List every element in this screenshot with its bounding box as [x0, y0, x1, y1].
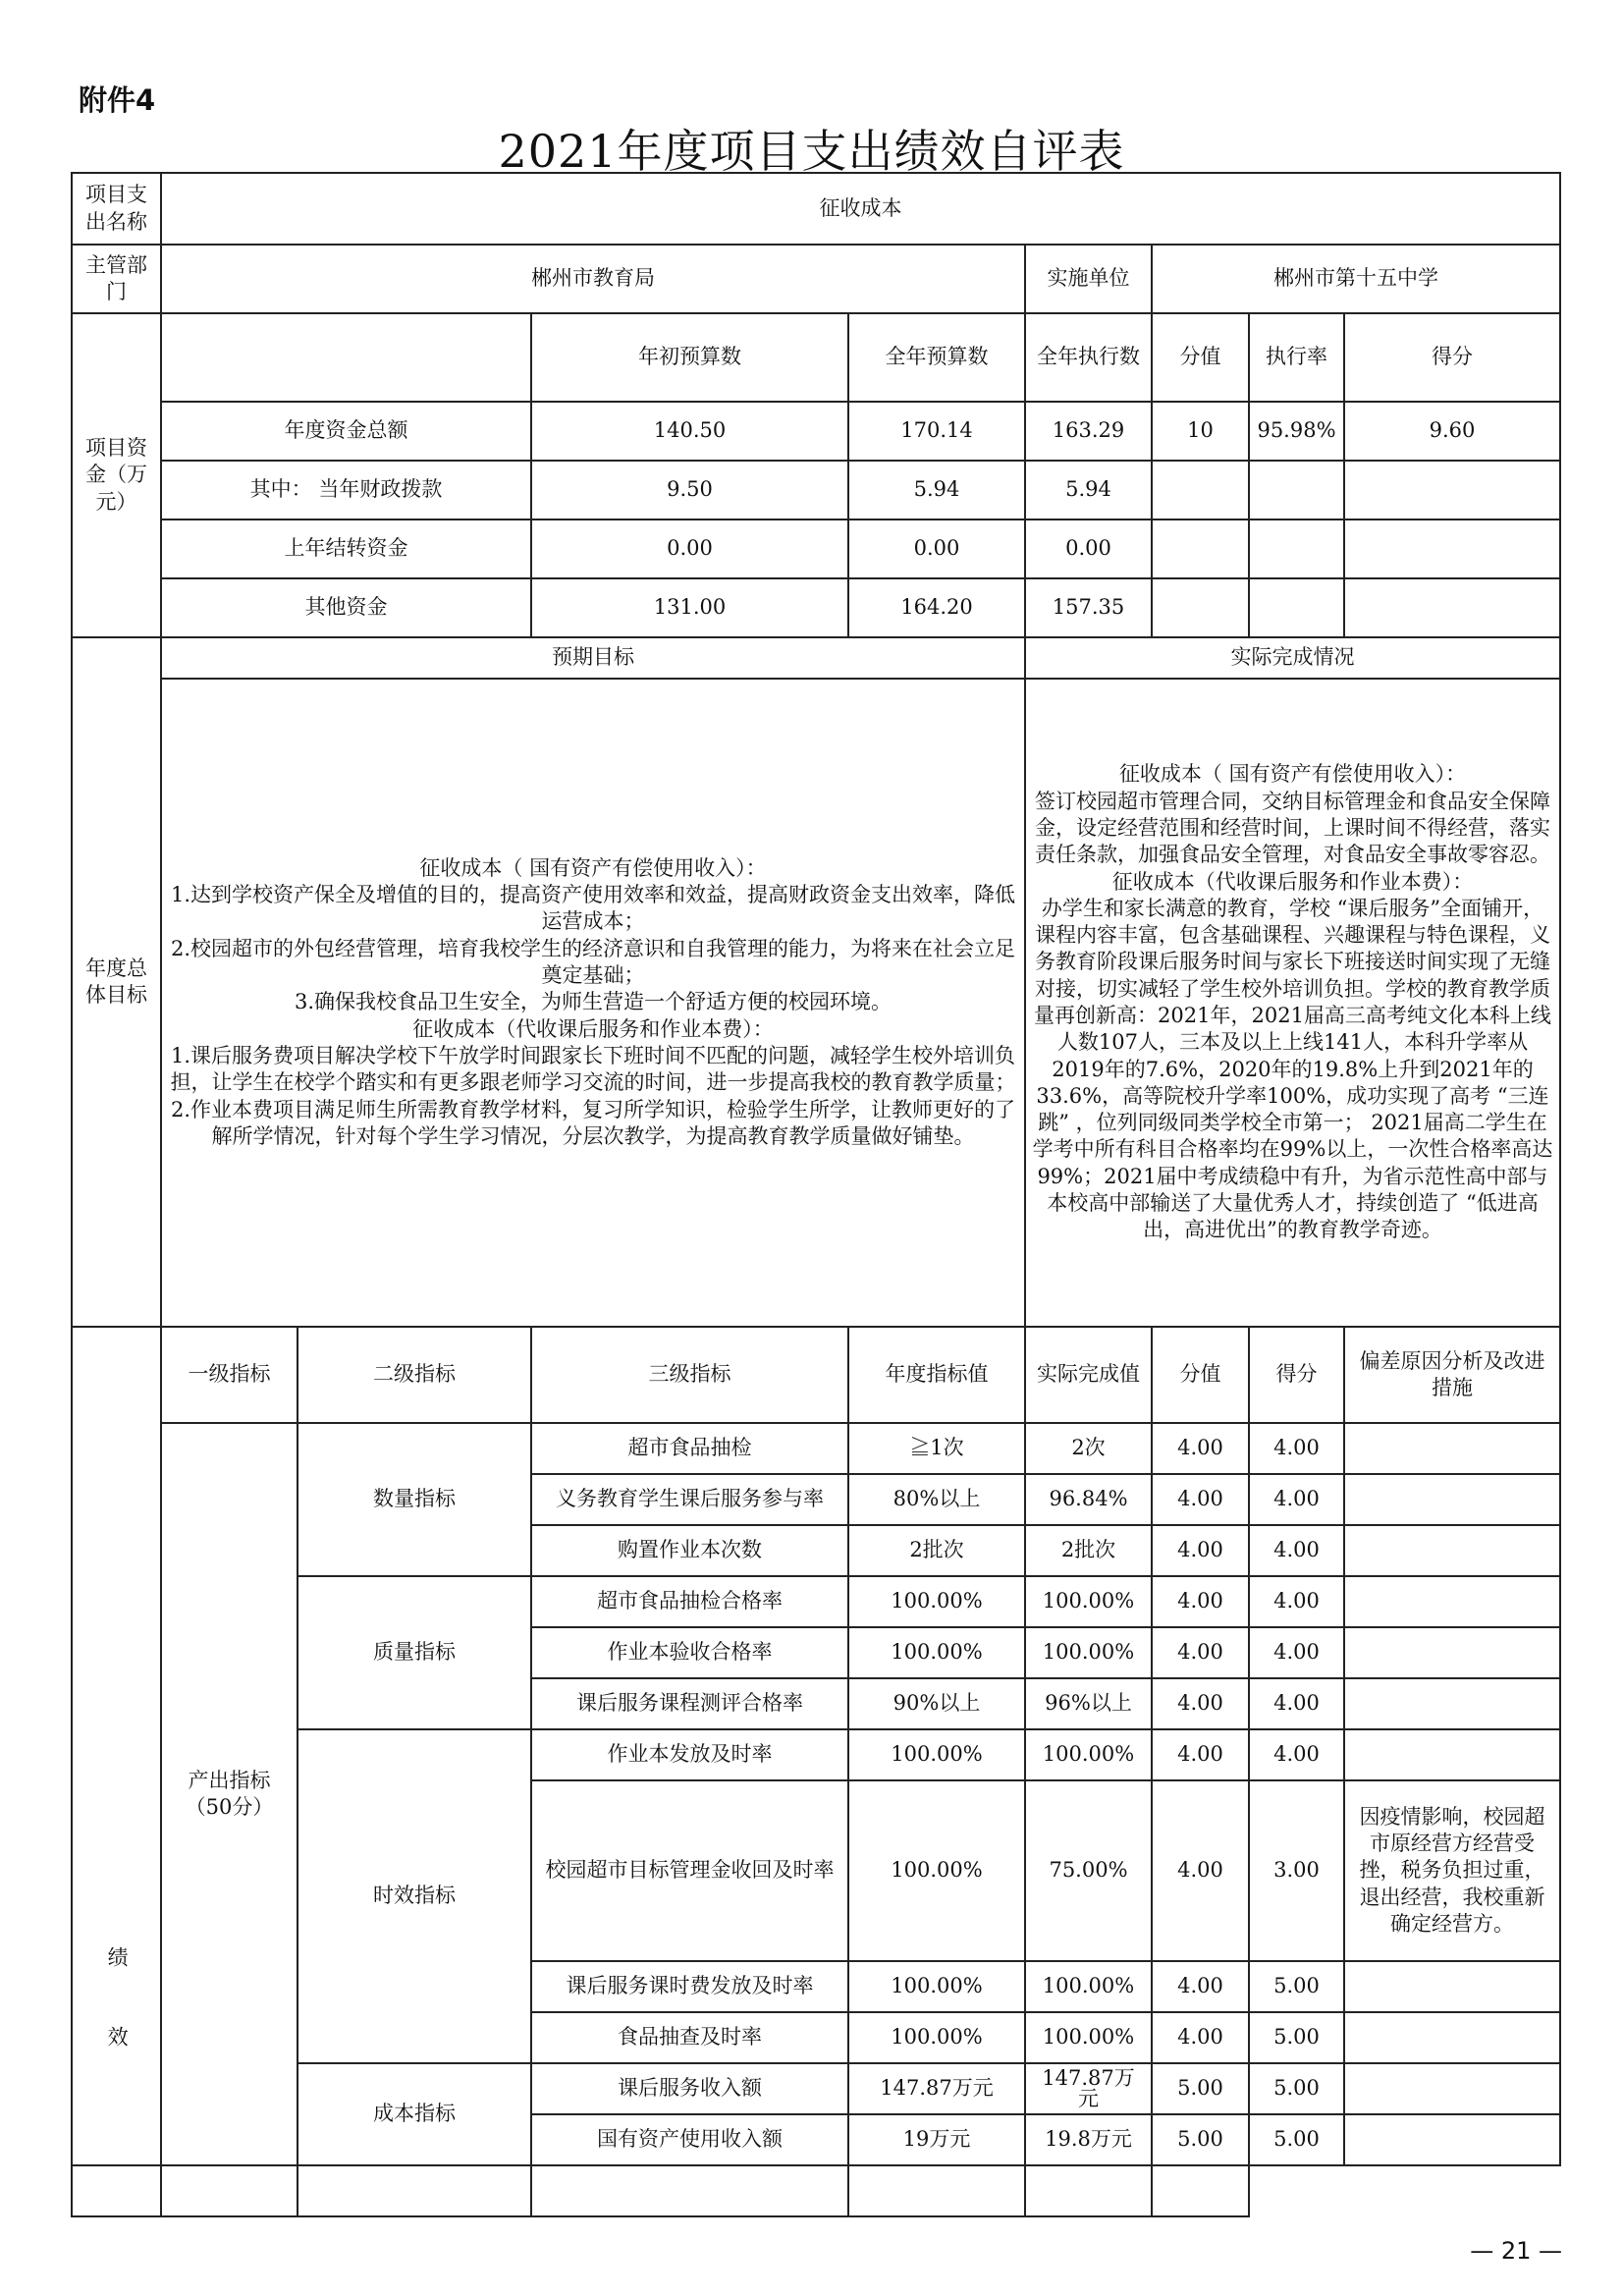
- funds-exec-rate: 95.98%: [1249, 402, 1344, 461]
- funds-header-full-year: 全年预算数: [848, 313, 1025, 402]
- indicator-actual: 96.84%: [1025, 1474, 1152, 1525]
- unit-value: 郴州市第十五中学: [1152, 245, 1560, 313]
- indicator-score-value: 4.00: [1152, 1678, 1249, 1729]
- indicator-score: 5.00: [1249, 1961, 1344, 2012]
- indicator-name: 食品抽查及时率: [531, 2012, 848, 2063]
- header-actual: 实际完成值: [1025, 1327, 1152, 1423]
- level1-output: 产出指标（50分）: [161, 1423, 298, 2165]
- indicator-name: 作业本验收合格率: [531, 1627, 848, 1678]
- expected-goal-text: 征收成本（ 国有资产有偿使用收入）： 1.达到学校资产保全及增值的目的，提高资产使用效率和效益，提高财政资金支出效率，降低运营成本； 2.校园超市的外包经营管理，培育我校学生的经济意识和自我管理的能力，为将来在社会立足奠定基础； 3.确保我校食品卫生安全，为师生营造一个舒适方便的校园环境。 征收成本（代收课后服务和作业本费）： 1.课后服务费项目解决学校下午放学时间跟家长下班时间不匹配的问题，减轻学生校外培训负担，让学生在校学个踏实和有更多跟老师学习交流的时间，进一步提高我校的教育教学质量； 2.作业本费项目满足师生所需教育教学材料，复习所学知识，检验学生所学，让教师更好的了解所学情况，针对每个学生学习情况，分层次教学，为提高教育教学质量做好铺垫。: [161, 679, 1025, 1327]
- indicator-score-value: 4.00: [1152, 1525, 1249, 1576]
- indicator-actual: 96%以上: [1025, 1678, 1152, 1729]
- group-quality: 质量指标: [298, 1576, 531, 1729]
- dept-label: 主管部门: [72, 245, 161, 313]
- indicator-score-value: 4.00: [1152, 1423, 1249, 1474]
- funds-initial: 131.00: [531, 578, 848, 637]
- indicator-name: 国有资产使用收入额: [531, 2114, 848, 2165]
- funds-row: [72, 519, 1560, 578]
- indicator-target: ≧1次: [848, 1423, 1025, 1474]
- funds-initial: 9.50: [531, 461, 848, 519]
- indicator-target: 90%以上: [848, 1678, 1025, 1729]
- indicator-target: 19万元: [848, 2114, 1025, 2165]
- funds-header-exec-rate: 执行率: [1249, 313, 1344, 402]
- expected-goal-header: 预期目标: [161, 637, 1025, 679]
- indicator-name: 课后服务课时费发放及时率: [531, 1961, 848, 2012]
- indicator-target: 100.00%: [848, 1729, 1025, 1780]
- dept-row: [72, 245, 1560, 313]
- goals-label: 年度总体目标: [72, 637, 161, 1327]
- header-score-value: 分值: [1152, 1327, 1249, 1423]
- funds-full-year: 0.00: [848, 519, 1025, 578]
- project-name-row: [72, 173, 1560, 245]
- group-quantity: 数量指标: [298, 1423, 531, 1576]
- actual-result-header: 实际完成情况: [1025, 637, 1560, 679]
- actual-result-text: 征收成本（ 国有资产有偿使用收入）： 签订校园超市管理合同，交纳目标管理金和食品安全保障金，设定经营范围和经营时间，上课时间不得经营，落实责任条款，加强食品安全管理，对食品安全事故零容忍。 征收成本（代收课后服务和作业本费）： 办学生和家长满意的教育，学校 “课后服务”全面铺开，课程内容丰富，包含基础课程、兴趣课程与特色课程，义务教育阶段课后服务时间与家长下班接送时间实现了无缝对接，切实减轻了学生校外培训负担。学校的教育教学质量再创新高：2021年，2021届高三高考纯文化本科上线人数107人，三本及以上上线141人，本科升学率从2019年的7.6%，2020年的19.8%上升到2021年的33.6%，高等院校升学率100%，成功实现了高考 “三连跳” ，位列同级同类学校全市第一； 2021届高二学生在学考中所有科目合格率均在99%以上，一次性合格率高达99%；2021届中考成绩稳中有升，为省示范性高中部与本校高中部输送了大量优秀人才，持续创造了 “低进高出，高进优出”的教育教学奇迹。: [1025, 679, 1560, 1327]
- funds-executed: 163.29: [1025, 402, 1152, 461]
- indicator-score: 5.00: [1249, 2114, 1344, 2165]
- indicator-score-value: 4.00: [1152, 1627, 1249, 1678]
- indicator-actual: 147.87万元: [1025, 2063, 1152, 2114]
- indicator-target: 100.00%: [848, 2012, 1025, 2063]
- page-title: 2021年度项目支出绩效自评表: [498, 125, 1125, 178]
- funds-row-label: 其他资金: [161, 578, 531, 637]
- deviation-reason: 因疫情影响，校园超市原经营方经营受挫，税务负担过重，退出经营，我校重新确定经营方。: [1344, 1780, 1560, 1961]
- indicator-target: 100.00%: [848, 1576, 1025, 1627]
- group-cost: 成本指标: [298, 2063, 531, 2165]
- indicator-score: 4.00: [1249, 1729, 1344, 1780]
- funds-full-year: 5.94: [848, 461, 1025, 519]
- indicator-actual: 100.00%: [1025, 1627, 1152, 1678]
- funds-initial: 0.00: [531, 519, 848, 578]
- indicator-actual: 19.8万元: [1025, 2114, 1152, 2165]
- indicator-name: 超市食品抽检合格率: [531, 1576, 848, 1627]
- funds-header-score-value: 分值: [1152, 313, 1249, 402]
- header-level2: 二级指标: [298, 1327, 531, 1423]
- indicator-target: 80%以上: [848, 1474, 1025, 1525]
- funds-full-year: 164.20: [848, 578, 1025, 637]
- indicator-score: 4.00: [1249, 1627, 1344, 1678]
- funds-row: [72, 461, 1560, 519]
- indicator-actual: 75.00%: [1025, 1780, 1152, 1961]
- indicator-score: 5.00: [1249, 2012, 1344, 2063]
- indicator-actual: 2次: [1025, 1423, 1152, 1474]
- indicator-score-value: 5.00: [1152, 2114, 1249, 2165]
- indicator-score-value: 4.00: [1152, 1474, 1249, 1525]
- performance-label: [72, 1327, 161, 2165]
- funds-row-label: 年度资金总额: [161, 402, 531, 461]
- funds-header-executed: 全年执行数: [1025, 313, 1152, 402]
- indicator-score-value: 5.00: [1152, 2063, 1249, 2114]
- funds-row: [72, 578, 1560, 637]
- funds-executed: 5.94: [1025, 461, 1152, 519]
- project-name-label: 项目支出名称: [72, 173, 161, 245]
- indicator-score: 5.00: [1249, 2063, 1344, 2114]
- goals-body-row: [72, 679, 1560, 1327]
- funds-header-row: [72, 313, 1560, 402]
- indicator-actual: 100.00%: [1025, 1729, 1152, 1780]
- indicator-name: 义务教育学生课后服务参与率: [531, 1474, 848, 1525]
- performance-label-text: 绩效: [105, 1946, 130, 2105]
- indicator-target: 100.00%: [848, 1627, 1025, 1678]
- indicator-score-value: 4.00: [1152, 1961, 1249, 2012]
- indicator-target: 100.00%: [848, 1780, 1025, 1961]
- header-level1: 一级指标: [161, 1327, 298, 1423]
- project-name-value: 征收成本: [161, 173, 1560, 245]
- funds-header-initial: 年初预算数: [531, 313, 848, 402]
- funds-row-label: 上年结转资金: [161, 519, 531, 578]
- funds-score: 9.60: [1344, 402, 1560, 461]
- header-score: 得分: [1249, 1327, 1344, 1423]
- indicator-score: 4.00: [1249, 1576, 1344, 1627]
- indicator-name: 超市食品抽检: [531, 1423, 848, 1474]
- attachment-label: 附件4: [79, 83, 156, 117]
- funds-score-value: 10: [1152, 402, 1249, 461]
- indicator-score: 4.00: [1249, 1474, 1344, 1525]
- blank-row: [72, 2165, 1560, 2216]
- indicator-target: 2批次: [848, 1525, 1025, 1576]
- indicator-score-value: 4.00: [1152, 1729, 1249, 1780]
- indicator-name: 购置作业本次数: [531, 1525, 848, 1576]
- indicator-actual: 100.00%: [1025, 2012, 1152, 2063]
- indicator-score: 4.00: [1249, 1525, 1344, 1576]
- indicator-name: 作业本发放及时率: [531, 1729, 848, 1780]
- indicator-score: 4.00: [1249, 1423, 1344, 1474]
- funds-executed: 0.00: [1025, 519, 1152, 578]
- indicator-actual: 100.00%: [1025, 1576, 1152, 1627]
- funds-label: 项目资金（万元）: [72, 313, 161, 637]
- header-target: 年度指标值: [848, 1327, 1025, 1423]
- funds-full-year: 170.14: [848, 402, 1025, 461]
- indicator-score-value: 4.00: [1152, 1576, 1249, 1627]
- group-timeliness: 时效指标: [298, 1729, 531, 2063]
- unit-label: 实施单位: [1025, 245, 1152, 313]
- funds-row: [72, 402, 1560, 461]
- header-level3: 三级指标: [531, 1327, 848, 1423]
- indicator-score: 4.00: [1249, 1678, 1344, 1729]
- indicator-row: [72, 1423, 1560, 1474]
- header-reason: 偏差原因分析及改进措施: [1344, 1327, 1560, 1423]
- indicator-actual: 2批次: [1025, 1525, 1152, 1576]
- indicator-name: 校园超市目标管理金收回及时率: [531, 1780, 848, 1961]
- funds-initial: 140.50: [531, 402, 848, 461]
- indicator-target: 100.00%: [848, 1961, 1025, 2012]
- indicator-actual: 100.00%: [1025, 1961, 1152, 2012]
- indicator-score-value: 4.00: [1152, 2012, 1249, 2063]
- dept-value: 郴州市教育局: [161, 245, 1025, 313]
- page-number: — 21 —: [1470, 2237, 1562, 2265]
- indicator-name: 课后服务收入额: [531, 2063, 848, 2114]
- indicator-score: 3.00: [1249, 1780, 1344, 1961]
- funds-executed: 157.35: [1025, 578, 1152, 637]
- indicator-score-value: 4.00: [1152, 1780, 1249, 1961]
- funds-header-score: 得分: [1344, 313, 1560, 402]
- funds-row-label: 其中： 当年财政拨款: [161, 461, 531, 519]
- evaluation-table: [71, 172, 1561, 2217]
- indicator-target: 147.87万元: [848, 2063, 1025, 2114]
- goals-header-row: [72, 637, 1560, 679]
- indicator-name: 课后服务课程测评合格率: [531, 1678, 848, 1729]
- performance-header-row: [72, 1327, 1560, 1423]
